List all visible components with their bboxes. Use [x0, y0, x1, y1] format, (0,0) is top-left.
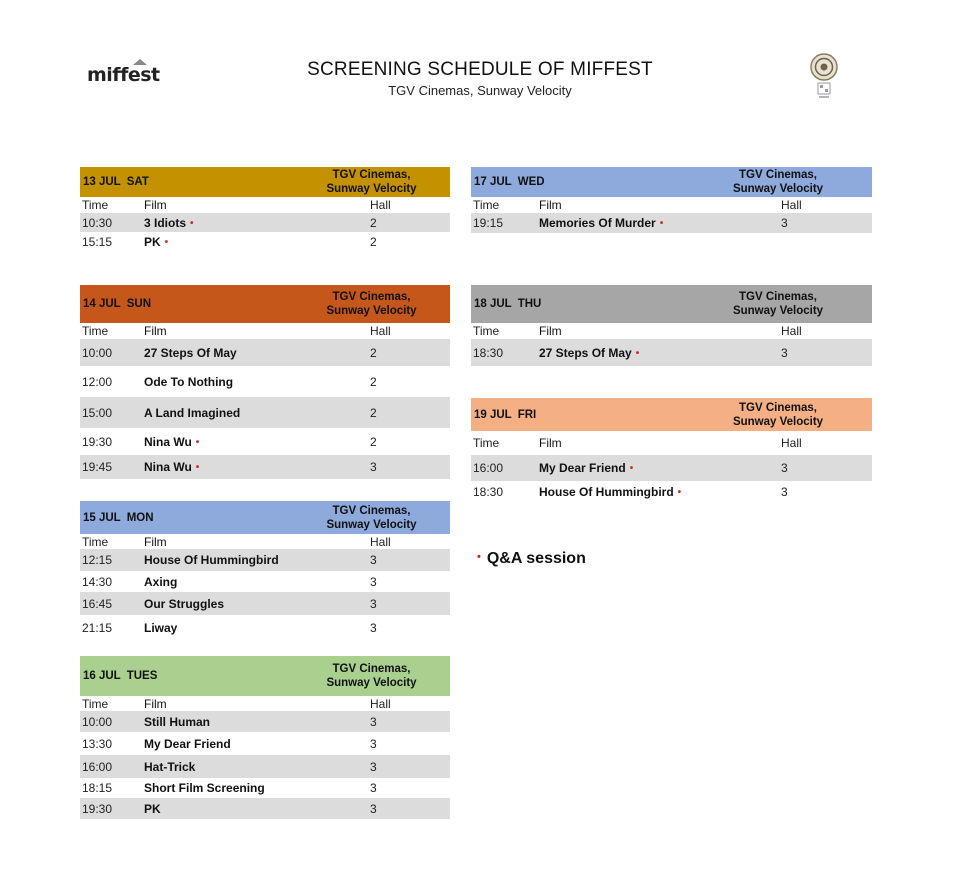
- time-cell: 10:00: [82, 714, 113, 729]
- film-cell: 27 Steps Of May •: [539, 345, 640, 360]
- hall-cell: 2: [370, 434, 377, 449]
- time-cell: 12:15: [82, 553, 113, 567]
- hall-cell: Hall: [781, 324, 802, 338]
- time-cell: Time: [473, 436, 500, 450]
- film-cell: Film: [144, 324, 167, 338]
- hall-cell: 3: [370, 801, 377, 816]
- venue-label: TGV Cinemas, Sunway Velocity: [326, 663, 417, 689]
- qa-marker-icon: •: [164, 237, 169, 248]
- time-cell: 16:00: [473, 461, 504, 475]
- time-cell: 21:15: [82, 620, 113, 635]
- time-cell: 12:00: [82, 374, 113, 389]
- day-block-17-jul: [471, 167, 872, 233]
- hall-cell: 2: [370, 405, 377, 420]
- column-header-row: [471, 197, 872, 213]
- film-cell: Film: [144, 198, 167, 212]
- film-cell: Axing: [144, 574, 178, 589]
- film-cell: Short Film Screening: [144, 781, 265, 795]
- film-cell: 27 Steps Of May: [144, 345, 237, 360]
- hall-cell: 3: [781, 216, 788, 230]
- film-cell: Hat-Trick: [144, 759, 196, 774]
- hall-cell: Hall: [370, 534, 391, 549]
- day-label: 16 JUL TUES: [83, 670, 158, 682]
- qa-marker-icon: •: [659, 218, 664, 229]
- day-header: [80, 501, 450, 534]
- table-row: [80, 549, 450, 571]
- film-cell: House Of Hummingbird •: [539, 485, 682, 499]
- film-cell: House Of Hummingbird: [144, 553, 279, 567]
- film-cell: A Land Imagined: [144, 405, 241, 420]
- table-row: [80, 798, 450, 819]
- time-cell: Time: [82, 198, 109, 212]
- day-label: 18 JUL THU: [474, 298, 542, 310]
- hall-cell: 3: [781, 461, 788, 475]
- column-header-row: [471, 431, 872, 455]
- day-block-15-jul: [80, 501, 450, 640]
- film-cell: Film: [539, 436, 562, 450]
- emblem-seal-icon: [806, 52, 842, 102]
- venue-label: TGV Cinemas, Sunway Velocity: [326, 169, 417, 195]
- hall-cell: 3: [370, 553, 377, 567]
- venue-label: TGV Cinemas, Sunway Velocity: [326, 504, 417, 531]
- time-cell: Time: [473, 198, 500, 212]
- column-header-row: [80, 696, 450, 711]
- time-cell: 19:30: [82, 434, 113, 449]
- film-cell: Film: [539, 198, 562, 212]
- venue-label: TGV Cinemas, Sunway Velocity: [326, 291, 417, 317]
- logo-triangle-icon: [133, 59, 147, 65]
- qa-marker-icon: •: [635, 347, 640, 359]
- film-cell: Memories Of Murder •: [539, 216, 664, 230]
- column-header-row: [80, 323, 450, 339]
- miffest-logo: [87, 64, 160, 86]
- day-header: [80, 167, 450, 197]
- day-label: 15 JUL MON: [83, 511, 154, 524]
- day-label: 13 JUL SAT: [83, 176, 149, 188]
- hall-cell: 2: [370, 374, 377, 389]
- day-header: [80, 285, 450, 323]
- film-cell: Liway: [144, 620, 178, 635]
- table-row: [80, 397, 450, 428]
- day-label: 19 JUL FRI: [474, 408, 537, 421]
- table-row: [471, 339, 872, 366]
- table-row: [80, 232, 450, 252]
- page-subtitle: TGV Cinemas, Sunway Velocity: [388, 83, 572, 98]
- time-cell: 10:00: [82, 345, 113, 360]
- page-title: SCREENING SCHEDULE OF MIFFEST: [307, 59, 653, 80]
- table-row: [80, 615, 450, 640]
- hall-cell: Hall: [370, 324, 391, 338]
- qa-legend: [477, 550, 586, 568]
- film-cell: Our Struggles: [144, 596, 225, 611]
- hall-cell: 2: [370, 235, 377, 249]
- day-block-19-jul: [471, 398, 872, 503]
- time-cell: 16:45: [82, 596, 113, 611]
- table-row: [80, 455, 450, 479]
- venue-label: TGV Cinemas, Sunway Velocity: [732, 291, 824, 317]
- time-cell: 19:45: [82, 460, 113, 474]
- time-cell: 18:30: [473, 485, 504, 499]
- time-cell: Time: [82, 696, 109, 711]
- table-row: [80, 711, 450, 732]
- table-row: [80, 755, 450, 778]
- table-row: [80, 213, 450, 232]
- film-cell: PK: [144, 801, 161, 816]
- day-block-18-jul: [471, 285, 872, 366]
- qa-marker-icon: •: [190, 217, 194, 229]
- time-cell: Time: [82, 324, 109, 338]
- day-label: 17 JUL WED: [474, 176, 545, 188]
- day-block-16-jul: [80, 656, 450, 819]
- table-row: [80, 339, 450, 366]
- table-row: [80, 592, 450, 615]
- day-block-13-jul: [80, 167, 450, 252]
- time-cell: Time: [473, 324, 500, 338]
- hall-cell: 2: [370, 215, 377, 230]
- hall-cell: Hall: [370, 198, 391, 212]
- table-row: [80, 732, 450, 755]
- table-row: [471, 213, 872, 233]
- film-cell: My Dear Friend •: [539, 461, 634, 475]
- hall-cell: 3: [370, 574, 377, 589]
- qa-marker-icon: •: [629, 463, 634, 474]
- time-cell: 13:30: [82, 736, 113, 751]
- venue-label: TGV Cinemas, Sunway Velocity: [732, 401, 824, 428]
- table-row: [80, 366, 450, 397]
- qa-marker-icon: •: [195, 462, 200, 473]
- film-cell: My Dear Friend: [144, 736, 231, 751]
- film-cell: Film: [144, 696, 167, 711]
- logo-text: miffest: [87, 64, 160, 86]
- time-cell: 19:15: [473, 216, 504, 230]
- table-row: [471, 481, 872, 503]
- hall-cell: 3: [370, 714, 377, 729]
- time-cell: 14:30: [82, 574, 113, 589]
- hall-cell: 3: [370, 736, 377, 751]
- time-cell: Time: [82, 534, 109, 549]
- day-block-14-jul: [80, 285, 450, 479]
- time-cell: 18:15: [82, 781, 113, 795]
- qa-marker-icon: •: [677, 487, 682, 498]
- film-cell: Ode To Nothing: [144, 374, 234, 389]
- film-cell: Nina Wu •: [144, 460, 200, 474]
- day-label: 14 JUL SUN: [83, 298, 151, 310]
- qa-legend-label: Q&A session: [486, 550, 586, 567]
- hall-cell: 3: [370, 759, 377, 774]
- film-cell: Still Human: [144, 714, 211, 729]
- film-cell: Nina Wu •: [144, 434, 200, 449]
- film-cell: 3 Idiots •: [144, 215, 194, 230]
- venue-label: TGV Cinemas, Sunway Velocity: [732, 169, 824, 195]
- qa-marker-icon: •: [195, 436, 200, 448]
- table-row: [80, 778, 450, 798]
- film-cell: Film: [144, 534, 167, 549]
- hall-cell: 2: [370, 345, 377, 360]
- hall-cell: 3: [781, 485, 788, 499]
- time-cell: 10:30: [82, 215, 113, 230]
- time-cell: 19:30: [82, 801, 113, 816]
- day-header: [471, 285, 872, 323]
- hall-cell: 3: [370, 460, 377, 474]
- table-row: [80, 428, 450, 455]
- column-header-row: [471, 323, 872, 339]
- qa-marker-icon: •: [477, 551, 481, 563]
- time-cell: 15:00: [82, 405, 113, 420]
- hall-cell: 3: [370, 781, 377, 795]
- day-header: [80, 656, 450, 696]
- hall-cell: 3: [370, 596, 377, 611]
- column-header-row: [80, 534, 450, 549]
- day-header: [471, 398, 872, 431]
- time-cell: 18:30: [473, 345, 504, 360]
- time-cell: 15:15: [82, 235, 113, 249]
- hall-cell: Hall: [781, 198, 802, 212]
- hall-cell: Hall: [370, 696, 391, 711]
- table-row: [471, 455, 872, 481]
- film-cell: Film: [539, 324, 562, 338]
- hall-cell: Hall: [781, 436, 802, 450]
- day-header: [471, 167, 872, 197]
- column-header-row: [80, 197, 450, 213]
- hall-cell: 3: [781, 345, 788, 360]
- hall-cell: 3: [370, 620, 377, 635]
- time-cell: 16:00: [82, 759, 113, 774]
- film-cell: PK •: [144, 235, 169, 249]
- table-row: [80, 571, 450, 592]
